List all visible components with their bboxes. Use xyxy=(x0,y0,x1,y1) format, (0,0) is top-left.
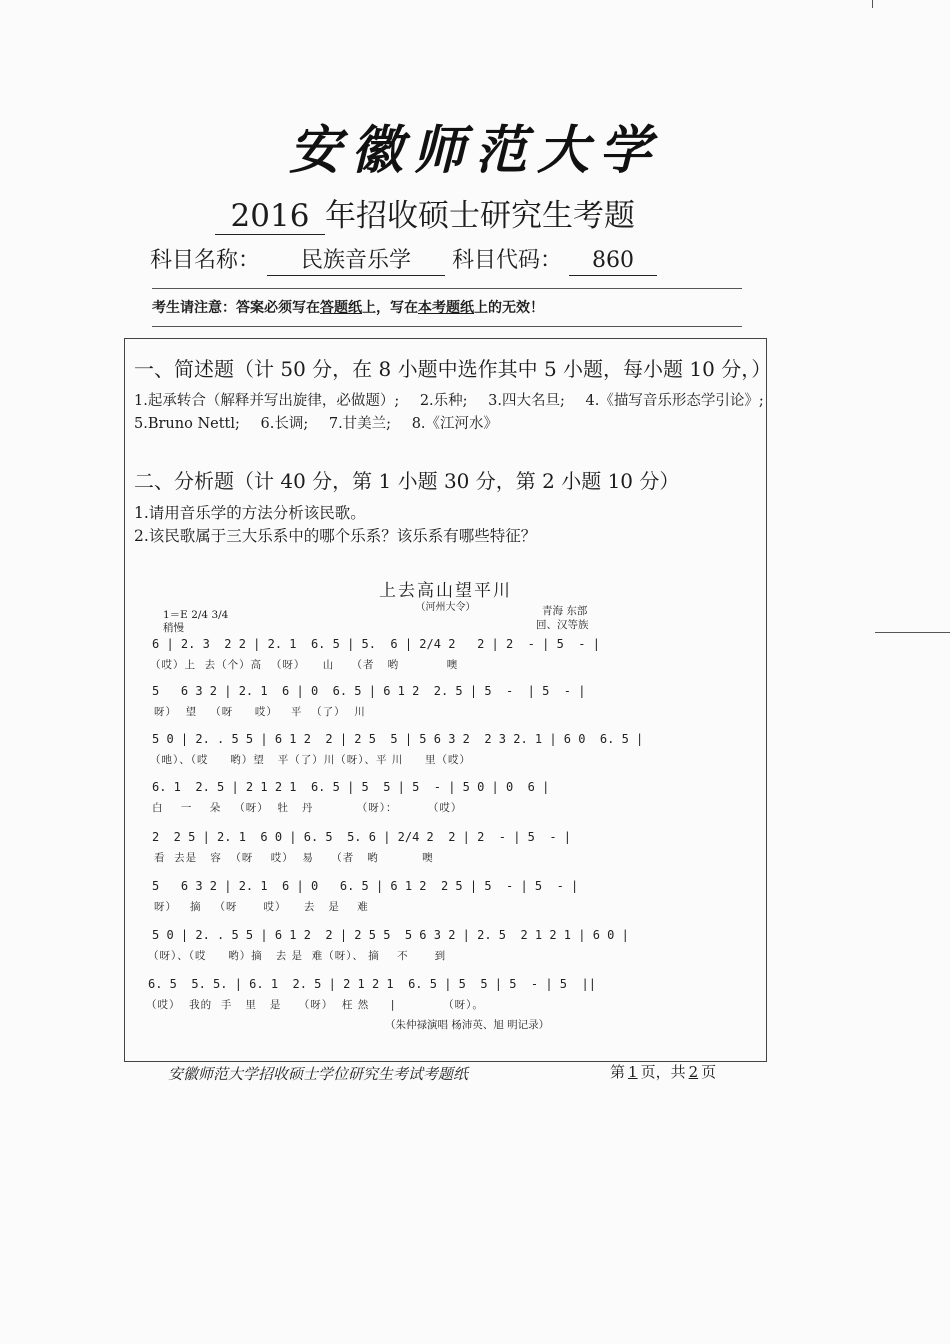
lyrics-row: （吔）、（哎 哟）望 平（了）川（呀）、平 川 里（哎） xyxy=(150,754,471,766)
exam-title xyxy=(215,190,635,235)
question-item: 5.Bruno Nettl; xyxy=(134,416,240,432)
section2-question2: 2.该民歌属于三大乐系中的哪个乐系？该乐系有哪些特征？ xyxy=(134,527,537,545)
notation-row: 5 0 | 2. . 5 5 | 6 1 2 2 | 2 5 5 5 6 3 2 | 2. 5 2 1 2 1 | 6 0 | xyxy=(152,928,629,942)
song-origin-line1: 青海 东部 xyxy=(542,605,588,617)
subject-label: 科目名称： xyxy=(150,248,261,273)
notation-row: 2 2 5 | 2. 1 6 0 | 6. 5 5. 6 | 2/4 2 2 | 2 - | 5 - | xyxy=(152,830,572,844)
notice-suffix: 上的无效！ xyxy=(474,300,544,316)
question-item: 6.长调; xyxy=(260,416,309,432)
page-current: 1 xyxy=(628,1063,638,1081)
song-title: 上去高山望平川 xyxy=(379,581,512,601)
song-credit: （朱仲禄演唱 杨沛英、旭 明记录） xyxy=(385,1019,550,1031)
notation-row: 6. 5 5. 5. | 6. 1 2. 5 | 2 1 2 1 6. 5 | 5 5 | 5 - | 5 || xyxy=(148,977,596,991)
notice-answer-sheet: 答题纸 xyxy=(320,300,362,316)
lyrics-row: 看 去是 容 （呀 哎） 易 （者 哟 噢 xyxy=(154,852,434,864)
song-origin-line2: 回、汉等族 xyxy=(536,619,589,631)
subject-name: 民族音乐学 xyxy=(267,247,445,276)
university-title: 安徽师范大学 xyxy=(288,120,661,181)
exam-year: 2016 xyxy=(215,198,325,235)
section1-heading: 一、简述题（计 50 分，在 8 小题中选作其中 5 小题，每小题 10 分，） xyxy=(134,357,772,381)
page-number xyxy=(610,1061,716,1082)
footer-left: 安徽师范大学招收硕士学位研究生考试考题纸 xyxy=(168,1065,469,1083)
notice xyxy=(152,297,544,317)
question-item: 2.乐种; xyxy=(419,393,468,409)
question-item: 4.《描写音乐形态学引论》; xyxy=(585,393,764,409)
divider-bottom xyxy=(152,326,742,327)
subject-code: 860 xyxy=(569,247,657,276)
lyrics-row: （哎）上 去（个）高 （呀） 山 （者 哟 噢 xyxy=(150,659,459,671)
lyrics-row: 白 一 朵 （呀） 牡 丹 （呀）： （哎） xyxy=(152,802,463,814)
section2-question1: 1.请用音乐学的方法分析该民歌。 xyxy=(134,504,366,522)
section1-items-row1 xyxy=(134,389,764,410)
exam-title-text: 年招收硕士研究生考题 xyxy=(325,198,635,234)
scan-mark xyxy=(875,632,950,633)
notation-row: 5 6 3 2 | 2. 1 6 | 0 6. 5 | 6 1 2 2 5 | 5 - | 5 - | xyxy=(152,879,579,893)
section1-items-row2 xyxy=(134,412,514,433)
song-tempo: 稍慢 xyxy=(163,622,184,634)
notice-middle: 上，写在 xyxy=(362,300,418,316)
page-middle: 页，共 xyxy=(640,1063,686,1081)
section2-heading: 二、分析题（计 40 分，第 1 小题 30 分，第 2 小题 10 分） xyxy=(134,469,680,493)
notation-row: 6 | 2. 3 2 2 | 2. 1 6. 5 | 5. 6 | 2/4 2 2 | 2 - | 5 - | xyxy=(152,637,600,651)
question-item: 7.甘美兰; xyxy=(328,416,392,432)
code-label: 科目代码： xyxy=(452,248,563,273)
notice-prefix: 考生请注意：答案必须写在 xyxy=(152,300,320,316)
scan-mark xyxy=(872,0,873,8)
page-total: 2 xyxy=(688,1063,699,1081)
meter: 2/4 3/4 xyxy=(191,609,229,621)
notation-row: 5 0 | 2. . 5 5 | 6 1 2 2 | 2 5 5 | 5 6 3 2 2 3 2. 1 | 6 0 6. 5 | xyxy=(152,732,644,746)
key-signature: 1＝E xyxy=(163,609,188,621)
notice-question-sheet: 本考题纸 xyxy=(418,300,474,316)
song-subtitle: （河州大令） xyxy=(415,602,476,613)
lyrics-row: （哎） 我的 手 里 是 （呀） 枉 然 | （呀）。 xyxy=(146,999,484,1011)
lyrics-row: 呀） 望 （呀 哎） 平 （了） 川 xyxy=(154,706,366,718)
divider-top xyxy=(152,288,742,289)
question-item: 8.《江河水》 xyxy=(411,416,499,432)
page-prefix: 第 xyxy=(610,1063,626,1081)
lyrics-row: （呀）、（哎 哟）摘 去 是 难（呀）、 摘 不 到 xyxy=(148,950,447,962)
question-item: 1.起承转合（解释并写出旋律，必做题）; xyxy=(134,393,400,409)
lyrics-row: 呀） 摘 （呀 哎） 去 是 难 xyxy=(154,901,369,913)
page-suffix: 页 xyxy=(701,1063,717,1081)
question-item: 3.四大名旦; xyxy=(488,393,565,409)
subject-line xyxy=(150,243,657,276)
notation-row: 5 6 3 2 | 2. 1 6 | 0 6. 5 | 6 1 2 2. 5 | 5 - | 5 - | xyxy=(152,684,586,698)
notation-row: 6. 1 2. 5 | 2 1 2 1 6. 5 | 5 5 | 5 - | 5 0 | 0 6 | xyxy=(152,780,550,794)
